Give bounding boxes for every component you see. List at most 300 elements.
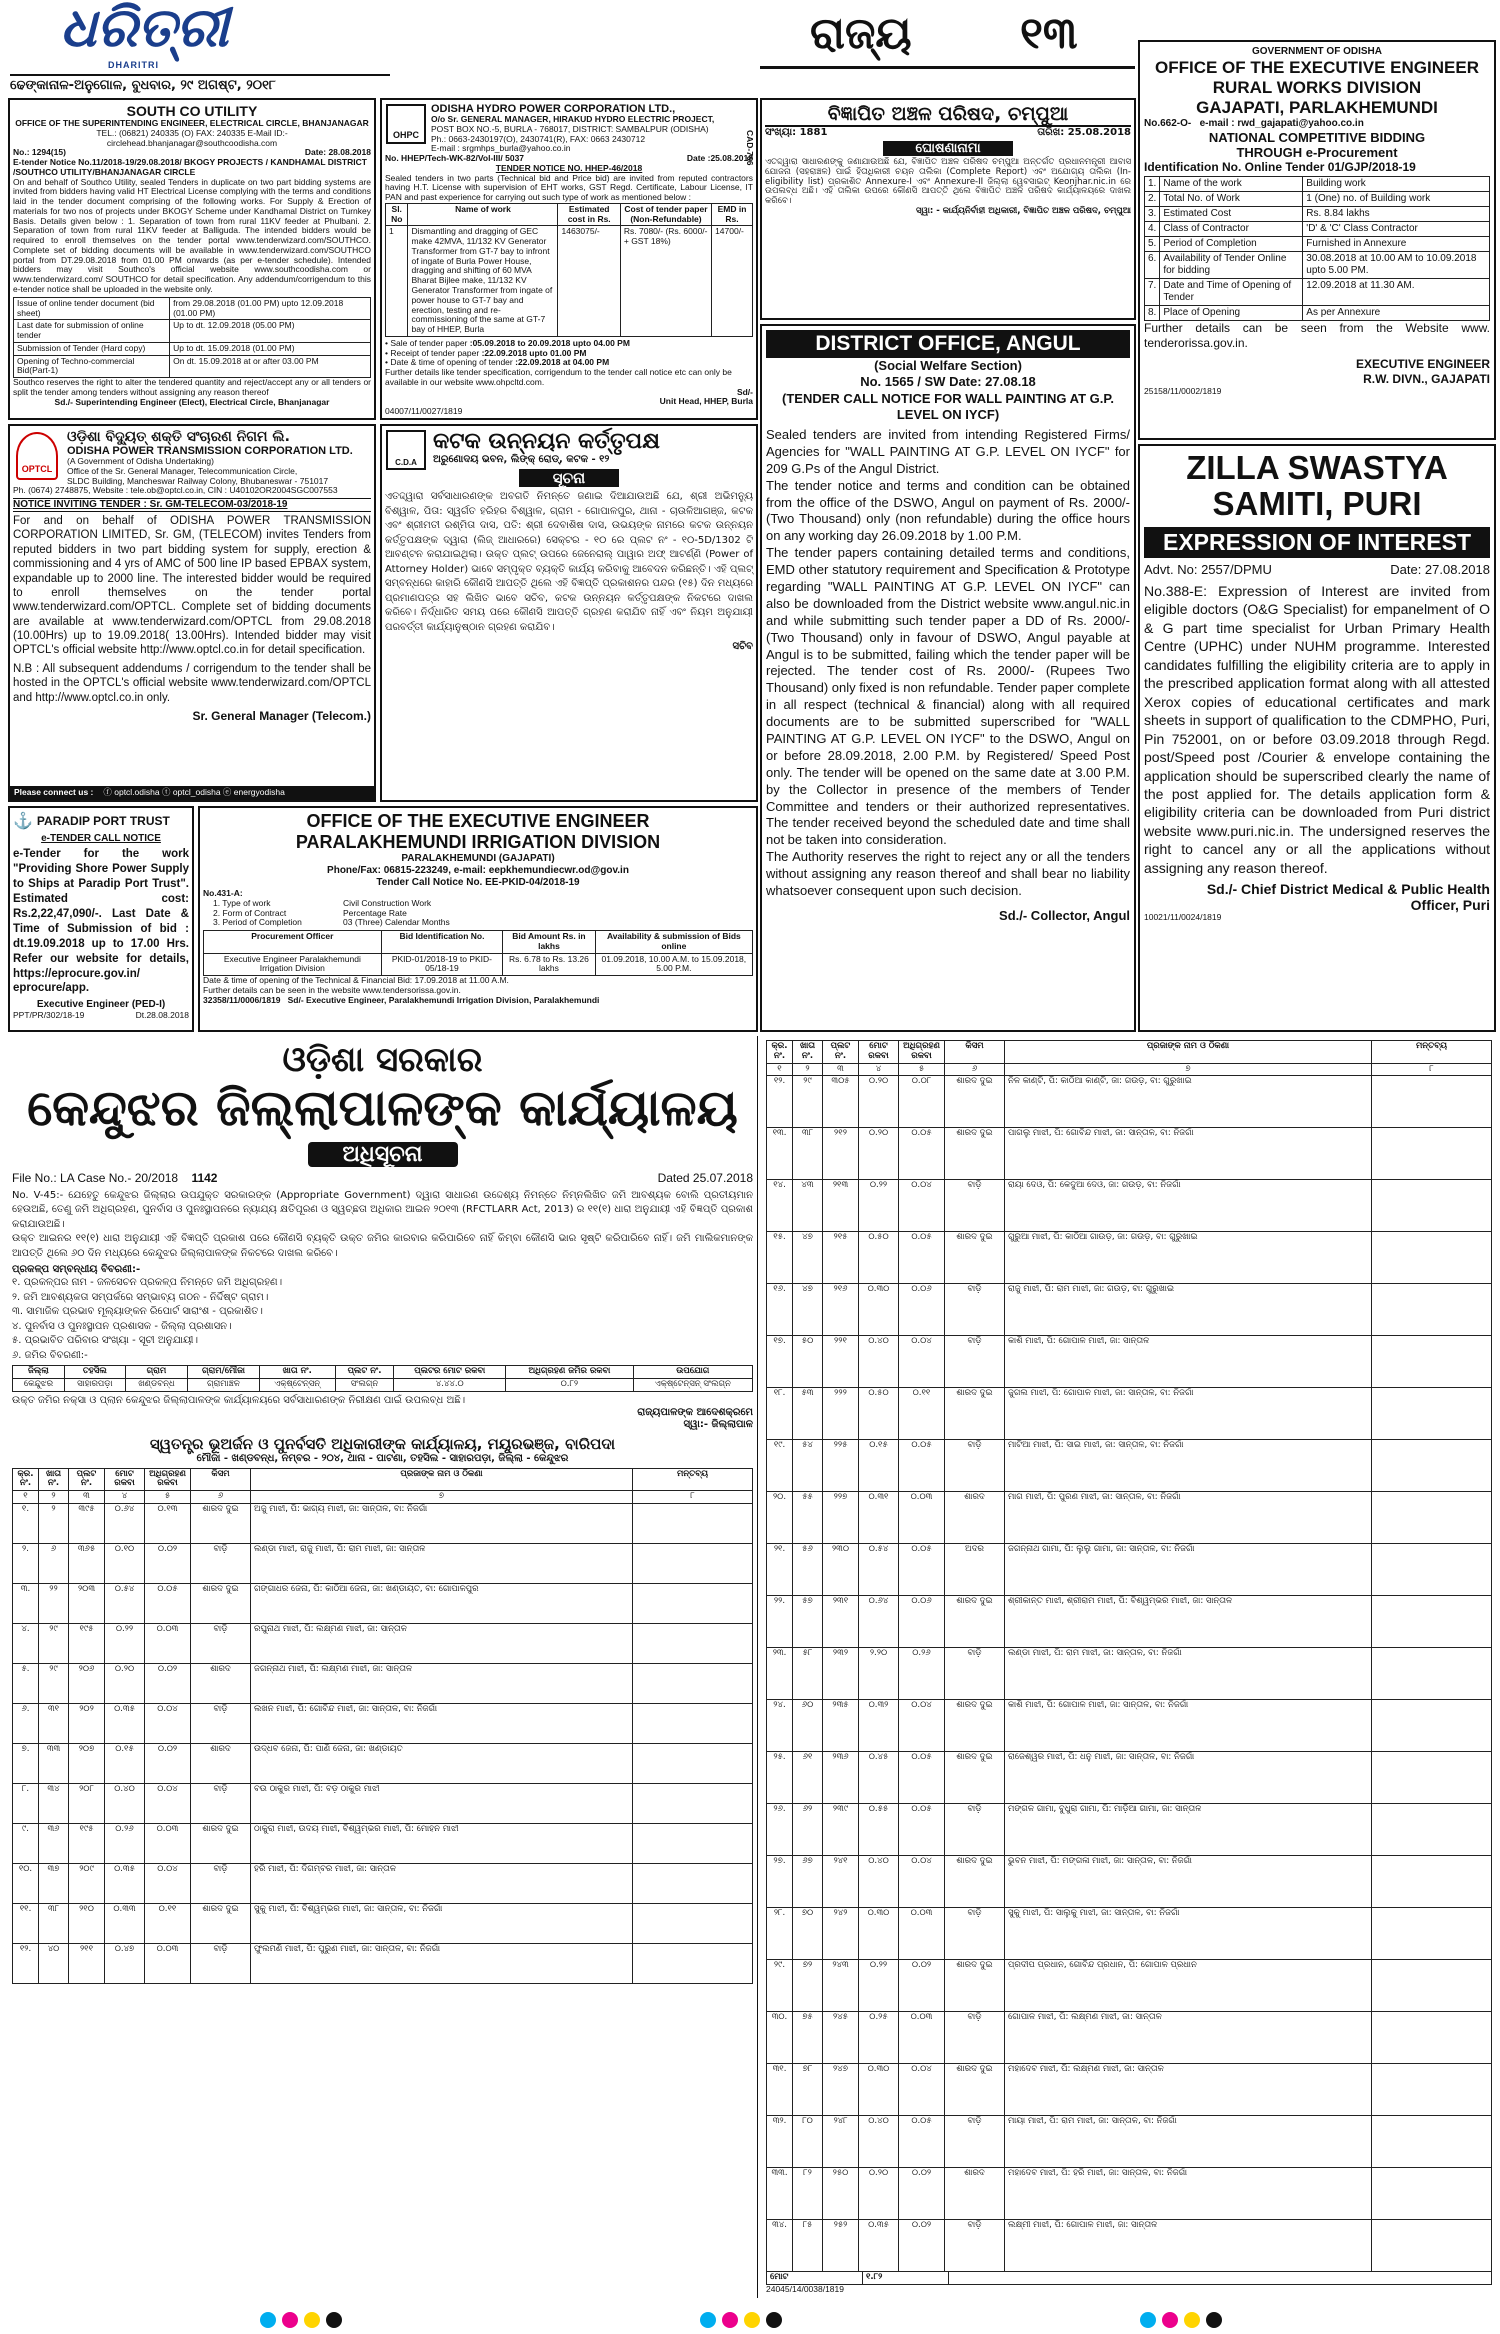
- rwd-l1: OFFICE OF THE EXECUTIVE ENGINEER: [1155, 58, 1479, 77]
- table-cell: ୮୦: [793, 2116, 823, 2168]
- champua-head: ଘୋଷଣାନାମା: [883, 141, 1013, 156]
- col-header: Cost of tender paper (Non-Refundable): [620, 203, 711, 226]
- col-header: ଖାତା ନଂ.: [259, 1366, 335, 1379]
- cda-sign: ସଚିବ: [732, 641, 753, 652]
- table-cell: [1372, 1856, 1492, 1908]
- meta-value: Percentage Rate: [343, 907, 407, 918]
- table-cell: ଶାରଦ: [945, 2168, 1005, 2220]
- table-cell: ୫୪: [793, 1440, 823, 1492]
- table-cell: ୦.୦୪: [899, 1336, 945, 1388]
- angul-body1: Sealed tenders are invited from intending Registered Firms/ Agencies for "WALL PAINTING AT G.P. LEVEL ON IYCF" for 209 G.Ps of the Angul District.: [766, 427, 1130, 476]
- table-cell: ୦.୦୫: [899, 1752, 945, 1804]
- table-cell: ସୁକୁ ମାଝୀ, ପି: ସାଲୁକୁ ମାଝୀ, ଜା: ସାନ୍ତାଳ, ବା: ନିଜଗାଁ: [1005, 1908, 1372, 1960]
- ohpc-date-row: • Date & time of opening of tender :22.09.2018 at 04.00 PM: [385, 357, 610, 368]
- table-cell: ଗଙ୍ଗାଧର ଜେନା, ପି: କାଠିଆ ଜେନା, ଜା: ଖଣ୍ଡାୟତ, ବା: ଗୋପାଳପୁର: [251, 1583, 633, 1623]
- table-cell: ପ୍ରଦୀପ ପ୍ରଧାନ, ଗୋବିନ୍ଦ ପ୍ରଧାନ, ପି: ଗୋପାଳ ପ୍ରଧାନ: [1005, 1960, 1372, 2012]
- optcl-sign: Sr. General Manager (Telecom.): [192, 708, 371, 723]
- masthead: [0, 0, 1135, 98]
- col-header: Bid Amount Rs. in lakhs: [503, 931, 595, 954]
- table-cell: Rs. 7080/- (Rs. 6000/- + GST 18%): [620, 226, 711, 336]
- table-cell: ୩.: [13, 1583, 39, 1623]
- table-cell: ୨୦.: [767, 1492, 793, 1544]
- table-cell: ୭୨: [793, 1960, 823, 2012]
- table-cell: [633, 1783, 753, 1823]
- table-cell: ଶ୍ରୀକାନ୍ତ ମାଝୀ, ଶ୍ରୀରାମ ମାଝୀ, ପି: ବିଶ୍ୱମ୍ଭର ମାଝୀ, ଜା: ସାନ୍ତାଳ: [1005, 1596, 1372, 1648]
- plk-meta-row: [213, 899, 753, 909]
- table-cell: ବାଡ଼ି: [191, 1943, 251, 1983]
- champua-body: ଏତଦ୍ଦ୍ୱାରା ସାଧାରଣଙ୍କୁ ଜଣାଯାଉଅଛି ଯେ, ବିଜ୍ଞାପିତ ଅଞ୍ଚଳ ପରିଷଦ ଚମ୍ପୁଆ ଅନ୍ତର୍ଗତ ପ୍ରଧାନମନ୍ତ୍ରୀ ଆବାସ ଯୋଜନା (ସହରାଞ୍ଚଳ) ପାଇଁ ହିତାଧିକାରୀ ଚୟନ ତାଲିକା (Complete Report) ଏବଂ ଅଯୋଗ୍ୟ ତାଲିକା (In-eligibility list) ପ୍ରକାଶିତ Annexure-I ଏବଂ Annexure-II ଜିଲ୍ଲା ୱେବସାଇଟ୍ Keonjhar.nic.in ରେ ଉପଲବ୍ଧ ଅଛି। ଏହି ତାଲିକା ଉପରେ କୌଣସି ଆପତ୍ତି ଥିଲେ ବିଜ୍ଞାପିତ ଅଞ୍ଚଳ ପରିଷଦ କାର୍ଯ୍ୟାଳୟରେ ଦାଖଲ କରିବେ।: [765, 157, 1131, 207]
- table-cell: ୬୧: [793, 1752, 823, 1804]
- rwd-cell: Building work: [1303, 177, 1490, 192]
- table-cell: ଲଣ୍ଡା ମାଝୀ, ରାଜୁ ମାଝୀ, ପି: ରାମ ମାଝୀ, ଜା: ସାନ୍ତାଳ: [251, 1543, 633, 1583]
- table-cell: ୨୫୦: [823, 2168, 859, 2220]
- table-row: [1145, 252, 1490, 279]
- magenta-dot: [282, 2312, 298, 2328]
- table-cell: ବାଡ଼ି: [945, 2220, 1005, 2272]
- plk-sign: Sd/- Executive Engineer, Paralakhemundi Irrigation Division, Paralakhemundi: [287, 994, 600, 1005]
- col-number: ୨: [793, 1063, 823, 1076]
- table-cell: ମାଟିଆ ମାଝୀ, ପି: ସାଇ ମାଝୀ, ଜା: ସାନ୍ତାଳ, ବା: ନିଜଗାଁ: [1005, 1440, 1372, 1492]
- table-cell: ୨୪୭: [823, 2064, 859, 2116]
- cda-title: କଟକ ଉନ୍ନୟନ କର୍ତ୍ତୃପକ୍ଷ: [433, 429, 660, 454]
- schedule-label: Submission of Tender (Hard copy): [14, 342, 170, 355]
- table-cell: [1372, 1804, 1492, 1856]
- table-row: [767, 1492, 1492, 1544]
- col-number: ୫: [899, 1063, 945, 1076]
- table-row: [13, 1743, 753, 1783]
- table-row: [767, 2220, 1492, 2272]
- table-cell: ୦.୦୩: [145, 1823, 191, 1863]
- table-cell: ୦.୨୬: [899, 1648, 945, 1700]
- table-cell: ଏକ୍‌ଷ୍ଟେନ୍ସନ୍: [259, 1378, 335, 1391]
- col-header: ଜିଲ୍ଲା: [13, 1366, 65, 1379]
- keonjhar-para1: No. V-45:- ଯେହେତୁ କେନ୍ଦୁଝର ଜିଲ୍ଲାର ଉପଯୁକ୍ତ ସରକାରଙ୍କ (Appropriate Government) ଦ୍ୱାରା ସାଧାରଣ ଉଦ୍ଦେଶ୍ୟ ନିମନ୍ତେ ନିମ୍ନଲିଖିତ ଜମି ଆବଶ୍ୟକ ବୋଲି ପ୍ରତୀୟମାନ ହେଉଅଛି, ତେଣୁ ଜମି ଅଧିଗ୍ରହଣ, ପୁନର୍ବାସ ଓ ପୁନଃସ୍ଥାପନରେ ନ୍ୟାଯ୍ୟ କ୍ଷତିପୂରଣ ଓ ସ୍ୱଚ୍ଛତା ଅଧିକାର ଆଇନ ୨୦୧୩ (RFCTLARR Act, 2013) ର ୧୧(୧) ଧାରା ଅନୁଯାୟୀ ଏହି ବିଜ୍ଞପ୍ତି ପ୍ରକାଶ କରାଯାଉଅଛି।: [12, 1189, 753, 1230]
- rwd-cell: 7.: [1145, 279, 1160, 306]
- table-cell: [1372, 1180, 1492, 1232]
- table-row: [386, 226, 753, 336]
- rwd-cell: 4.: [1145, 222, 1160, 237]
- table-cell: ୧୩.: [767, 1128, 793, 1180]
- table-row: [767, 1856, 1492, 1908]
- col-number: ୭: [251, 1491, 633, 1504]
- plk-ph: Phone/Fax: 06815-223249, e-mail: eepkhemundiecwr.od@gov.in: [327, 865, 629, 876]
- col-header: କ୍ର. ନଂ.: [767, 1041, 793, 1064]
- col-header: EMD in Rs.: [712, 203, 753, 226]
- col-number: ୪: [105, 1491, 145, 1504]
- keonjhar-title: କେନ୍ଦୁଝର ଜିଲ୍ଲାପାଳଙ୍କ କାର୍ଯ୍ୟାଳୟ: [27, 1079, 738, 1137]
- table-cell: ୧.: [13, 1503, 39, 1543]
- table-cell: ୦.୨୫: [859, 2012, 899, 2064]
- col-header: ମନ୍ତବ୍ୟ: [1372, 1041, 1492, 1064]
- table-row: [14, 320, 371, 343]
- rwd-cell: Name of the work: [1160, 177, 1303, 192]
- ohpc-date: Date :25.08.2018: [686, 153, 753, 164]
- keonjhar-sign1: ରାଜ୍ୟପାଳଙ୍କ ଆଦେଶକ୍ରମେ: [637, 1406, 753, 1418]
- ohpc-table: [385, 203, 753, 337]
- table-cell: ଲକ୍ଷ୍ମୀ ମାଝୀ, ପି: ଗୋପାଳ ମାଝୀ, ଜା: ସାନ୍ତାଳ: [1005, 2220, 1372, 2272]
- list-item: ୬. ଜମିର ବିବରଣୀ:-: [12, 1349, 88, 1361]
- keonjhar-land-schedule-right: [766, 1040, 1492, 2272]
- table-cell: ୧୧.: [13, 1903, 39, 1943]
- southco-contact: TEL.: (06821) 240335 (O) FAX: 240335 E-Mail ID:- circlehead.bhanjanagar@southcoodisha.com: [96, 127, 288, 148]
- table-cell: ୪୭: [793, 1284, 823, 1336]
- table-cell: ଶାରଦ ଦୁଇ: [191, 1503, 251, 1543]
- paradip-tender: [8, 806, 194, 1032]
- table-row: [767, 1284, 1492, 1336]
- cyan-dot: [1140, 2312, 1156, 2328]
- table-cell: ୧୦.: [13, 1863, 39, 1903]
- table-cell: ୨୧୫: [823, 1232, 859, 1284]
- table-cell: ୨୯: [39, 1623, 69, 1663]
- table-cell: ୩୭: [39, 1863, 69, 1903]
- table-row: [767, 1596, 1492, 1648]
- optcl-social: ⓕ optcl.odisha ⓣ optcl_odisha ⓔ energyodisha: [103, 787, 285, 798]
- keonjhar-para2: ଉକ୍ତ ଆଇନର ୧୧(୧) ଧାରା ଅନୁଯାୟୀ ଏହି ବିଜ୍ଞପ୍ତି ପ୍ରକାଶ ପରେ କୌଣସି ବ୍ୟକ୍ତି ଉକ୍ତ ଜମିର କାରବାର କରିପାରିବେ ନାହିଁ କିମ୍ବା କୌଣସି ଭାର ସୃଷ୍ଟି କରିପାରିବେ ନାହିଁ। ଜମି ମାଲିକମାନଙ୍କ ଆପତ୍ତି ଥିଲେ ୬୦ ଦିନ ମଧ୍ୟରେ କେନ୍ଦୁଝର ଜିଲ୍ଲାପାଳଙ୍କ ନିକଟରେ ଦାଖଲ କରିବେ।: [12, 1233, 753, 1259]
- rwd-email: e-mail : rwd_gajapati@yahoo.co.in: [1199, 118, 1364, 129]
- table-cell: [633, 1663, 753, 1703]
- table-cell: ଶାରଦ: [191, 1743, 251, 1783]
- col-header: ଅଧିଗ୍ରହଣ ଜମିର ରକବା: [506, 1366, 634, 1379]
- table-cell: ୦.୨୦: [859, 2168, 899, 2220]
- table-cell: ୩୪.: [767, 2220, 793, 2272]
- yellow-dot: [1184, 2312, 1200, 2328]
- col-header: ପ୍ଲଟ ନଂ.: [335, 1366, 394, 1379]
- table-row: [13, 1583, 753, 1623]
- table-cell: ୦.୫୦: [859, 1232, 899, 1284]
- table-cell: Dismantling and dragging of GEC make 42MVA, 11/132 KV Generator Transformer from GT-7 bay to infront of ingate of Burla Power House, dragging and shifting of 60 MVA Bharat Bijlee make, 11/132 KV Generator Transformer from ingate of power house to GT-7 bay and erection, testing and re-commissioning of the same at GT-7 bay of HHEP, Burla: [408, 226, 558, 336]
- table-row: [767, 2116, 1492, 2168]
- ohpc-date-row: • Receipt of tender paper :22.09.2018 upto 01.00 PM: [385, 347, 587, 358]
- table-cell: ୨୯.: [767, 1960, 793, 2012]
- champua-date: ତାରିଖ: 25.08.2018: [1037, 127, 1131, 138]
- table-cell: ୦.୦୮: [899, 1076, 945, 1128]
- table-cell: ୦.୦୪: [899, 1180, 945, 1232]
- rwd-sign: EXECUTIVE ENGINEER: [1355, 357, 1490, 371]
- table-cell: [1372, 1648, 1492, 1700]
- table-cell: ୪.: [13, 1623, 39, 1663]
- keonjhar-land-schedule-left: [12, 1468, 753, 1984]
- table-cell: ୩୬: [39, 1823, 69, 1863]
- table-cell: ବାଡ଼ି: [945, 1908, 1005, 1960]
- col-number: ୨: [39, 1491, 69, 1504]
- table-cell: ୨.୨୦: [859, 1648, 899, 1700]
- table-cell: ୦.୩୨: [859, 1700, 899, 1752]
- list-item: ୧. ପ୍ରକଳ୍ପର ନାମ - ଜଳସେଚନ ପ୍ରକଳ୍ପ ନିମନ୍ତେ ଜମି ଅଧିଗ୍ରହଣ।: [12, 1277, 283, 1288]
- table-cell: ୦.୩୫: [105, 1863, 145, 1903]
- table-cell: ୭୦: [793, 1908, 823, 1960]
- table-cell: [1372, 1960, 1492, 2012]
- table-cell: ୦.୩୦: [859, 1908, 899, 1960]
- keonjhar-sign2: ସ୍ୱା:- ଜିଲ୍ଲାପାଳ: [683, 1418, 753, 1430]
- table-cell: ୦.୦୩: [899, 2012, 945, 2064]
- table-cell: ୦.୦୨: [899, 1960, 945, 2012]
- table-cell: ୦.୨୦: [105, 1663, 145, 1703]
- page-number: ୧୩: [1020, 8, 1078, 59]
- schedule-label: Issue of online tender document (bid sheet): [14, 297, 170, 320]
- table-cell: ୧୨.: [767, 1076, 793, 1128]
- table-cell: ପାଗଲୁ ମାଝୀ, ପି: ଗୋବିନ୍ଦ ମାଝୀ, ଜା: ସାନ୍ତାଳ, ବା: ନିଜଗାଁ: [1005, 1128, 1372, 1180]
- table-cell: ୦.୦୪: [899, 1856, 945, 1908]
- table-row: [13, 1663, 753, 1703]
- table-cell: ୦.୨୬: [105, 1823, 145, 1863]
- table-cell: ୧୯୫: [69, 1823, 105, 1863]
- table-cell: ଠାକୁରା ମାଝୀ, ଉଦୟ ମାଝୀ, ବିଶ୍ୱମ୍ଭର ମାଝୀ, ପି: ମୋହନ ମାଝୀ: [251, 1823, 633, 1863]
- table-cell: ୮୨: [793, 2168, 823, 2220]
- rwd-ncb: NATIONAL COMPETITIVE BIDDING: [1208, 130, 1426, 145]
- table-cell: ୦.୩୧: [859, 1492, 899, 1544]
- paradip-ref: PPT/PR/302/18-19: [13, 1010, 85, 1021]
- table-row: [1145, 237, 1490, 252]
- table-cell: 1463075/-: [558, 226, 620, 336]
- yellow-dot: [304, 2312, 320, 2328]
- section-title: ରାଜ୍ୟ: [810, 8, 912, 59]
- table-cell: [1372, 1492, 1492, 1544]
- optcl-sub: (A Government of Odisha Undertaking): [67, 456, 214, 466]
- ohpc-email: E-mail : srgmhps_burla@yahoo.co.in: [431, 143, 571, 154]
- keonjhar-schedule-head: ପ୍ରକଳ୍ପ ସମ୍ବନ୍ଧୀୟ ବିବରଣୀ:-: [12, 1264, 141, 1275]
- table-cell: ୪୦: [39, 1943, 69, 1983]
- optcl-ph: Ph. (0674) 2748875, Website : tele.ob@optcl.co.in, CIN : U40102OR2004SGC007553: [13, 485, 338, 496]
- table-cell: ୪.୪୪.୦: [394, 1378, 506, 1391]
- table-row: [13, 1783, 753, 1823]
- rwd-cell: 8.: [1145, 306, 1160, 321]
- rwd-through: THROUGH e-Procurement: [1236, 145, 1398, 160]
- southco-body: On and behalf of Southco Utility, sealed Tenders in duplicate on two part bidding systems are invited from bidders having valid HT Electrical License complying with the terms and conditions laid in the tender document comprising of the following works. For Supply & Erection of materials for two nos of projects under BKOGY Scheme under Kandhamal District on Turnkey Basis. Details given below : 1. Separation of town from rural 11KV feeder at Phulbani. 2. Separation of town from rural 11KV feeder at Balliguda. The intended bidders would be required to enroll themselves on the tender portal www.tenderwizard.com/SOUTHCO. Complete set of bidding documents will be available in www.tenderwizard.com/SOUTHCO portal from DT.29.08.2018 from 01.00 PM onwards (as per e-tender schedule). Intended bidders may visit Southco's official website www.southcoodisha.com or www.tenderwizard.com/ SOUTHCO for detail specification. Any addendum/corrigendum to this e-tender notice shall be uploaded in the website only.: [13, 176, 371, 295]
- rwd-cell: 3.: [1145, 207, 1160, 222]
- table-cell: ଶାରଦ: [191, 1663, 251, 1703]
- table-cell: [633, 1503, 753, 1543]
- table-row: [767, 1180, 1492, 1232]
- table-cell: ଗୋପାଳ ମାଝୀ, ପି: ଲକ୍ଷ୍ମଣ ମାଝୀ, ଜା: ସାନ୍ତାଳ: [1005, 2012, 1372, 2064]
- rwd-cell: 'D' & 'C' Class Contractor: [1303, 222, 1490, 237]
- table-cell: ୨.: [13, 1543, 39, 1583]
- table-cell: ୦.୫୪: [859, 1544, 899, 1596]
- table-cell: ୦.୦୫: [899, 1232, 945, 1284]
- table-cell: [633, 1703, 753, 1743]
- angul-body4: The Authority reserves the right to reject any or all the tenders without assigning any reason thereof and shall bear no liability whatsoever consequent upon such decision.: [766, 849, 1130, 899]
- table-cell: ଶାରଦ ଦୁଇ: [945, 1596, 1005, 1648]
- table-cell: [1372, 1232, 1492, 1284]
- optcl-social-bar: [10, 786, 374, 800]
- ohpc-body: Sealed tenders in two parts (Technical bid and Price bid) are invited from reputed contractors having H.T. License with supervision of EHT works, GST Regd. Certificate, Labour License, IT PAN and past experience for carrying out such type of work as mentioned below :: [385, 172, 753, 203]
- ohpc-dates: [385, 339, 753, 368]
- table-cell: ଗୁରୁଆ ମାଝୀ, ପି: କାଠିଆ ଗାଉଡ଼, ଜା: ଗଉଡ଼, ବା: ଗୁରୁଖାଇ: [1005, 1232, 1372, 1284]
- cda-notice: [380, 424, 758, 802]
- zilla-sign1: Sd./- Chief District Medical & Public Health: [1206, 881, 1490, 898]
- schedule-label: Last date for submission of online tender: [14, 320, 170, 343]
- table-cell: ମାୟା ମାଝୀ, ପି: ରାମ ମାଝୀ, ଜା: ସାନ୍ତାଳ, ବା: ନିଜଗାଁ: [1005, 2116, 1372, 2168]
- table-cell: ୧୬.: [767, 1284, 793, 1336]
- table-cell: ରାୟା ଦେଓ, ପି: କେଦୁଆ ଦେଓ, ଜା: ଗଉଡ଼, ବା: ନିଜଗାଁ: [1005, 1180, 1372, 1232]
- list-item: ୨. ଜମି ଆବଶ୍ୟକତା ସମ୍ପର୍କରେ ସମ୍ଭାବ୍ୟ ଗଠନ - ନିର୍ଦ୍ଦିଷ୍ଟ ଗ୍ରାମ।: [12, 1291, 269, 1303]
- table-cell: ୨୨୭: [823, 1492, 859, 1544]
- rwd-cell: Furnished in Annexure: [1303, 237, 1490, 252]
- plk-ref: 32358/11/0006/1819: [203, 994, 281, 1005]
- paradip-body: e-Tender for the work "Providing Shore Power Supply to Ships at Paradip Port Trust". Estimated cost: Rs.2,22,47,090/-. Last Date & Time of Submission of bid : dt.19.09.2018 up to 17.00 Hrs. Refer our website for details, https://eprocure.gov.in/ eprocure/app.: [13, 848, 189, 995]
- zilla-ref-row: [1144, 562, 1490, 578]
- champua-notice: [760, 98, 1136, 320]
- angul-no: No. 1565 / SW Date: 27.08.18: [860, 374, 1036, 390]
- table-cell: ୦.୪୦: [859, 1336, 899, 1388]
- table-cell: ୨୩୫: [823, 1700, 859, 1752]
- date-value: :22.09.2018 upto 01.00 PM: [481, 347, 587, 358]
- column-number-row: [13, 1491, 753, 1504]
- zilla-puri-eoi: [1138, 444, 1496, 1032]
- table-cell: ବାଡ଼ି: [945, 1804, 1005, 1856]
- champua-ref-row: [765, 127, 1131, 139]
- table-row: [1145, 207, 1490, 222]
- table-row: [14, 355, 371, 378]
- dharitri-logo-en: DHARITRI: [108, 60, 159, 70]
- table-cell: ୫୭: [793, 1596, 823, 1648]
- table-cell: ୬୦: [793, 1700, 823, 1752]
- table-row: [204, 953, 753, 976]
- table-cell: ୨୬.: [767, 1804, 793, 1856]
- table-cell: ୬.: [13, 1703, 39, 1743]
- table-cell: ୨୧୦: [69, 1903, 105, 1943]
- table-cell: ୦.୨୨: [859, 1960, 899, 2012]
- table-cell: ୦.୪୦: [105, 1783, 145, 1823]
- optcl-notice: NOTICE INVITING TENDER : Sr. GM-TELECOM-03/2018-19: [13, 498, 371, 512]
- table-cell: ୦.୦୩: [145, 1623, 191, 1663]
- table-cell: ୨୪୮: [823, 2116, 859, 2168]
- schedule-value: Up to dt. 15.09.2018 (01.00 PM): [170, 342, 371, 355]
- table-cell: ଶାରଦ ଦୁଇ: [945, 1960, 1005, 2012]
- optcl-addr2: SLDC Building, Mancheswar Railway Colony, Bhubaneswar - 751017: [67, 475, 329, 486]
- col-header: ମୋଟ ରକବା: [859, 1041, 899, 1064]
- table-cell: ୨୨୨: [823, 1388, 859, 1440]
- table-header-row: [13, 1468, 753, 1491]
- table-cell: ଶାରଦ ଦୁଇ: [191, 1903, 251, 1943]
- table-cell: ୦.୦୫: [899, 1544, 945, 1596]
- table-cell: ଲଖନ ମାଝୀ, ପି: ଗୋବିନ୍ଦ ମାଝୀ, ଜା: ସାନ୍ତାଳ, ବା: ନିଜଗାଁ: [251, 1703, 633, 1743]
- col-header: ମୋଟ ରକବା: [105, 1468, 145, 1491]
- table-cell: ୬: [39, 1543, 69, 1583]
- cyan-dot: [700, 2312, 716, 2328]
- rwd-l3: GAJAPATI, PARLAKHEMUNDI: [1196, 98, 1438, 117]
- black-dot: [326, 2312, 342, 2328]
- table-cell: ୦.୦୪: [899, 2064, 945, 2116]
- table-cell: ରାଜେଶ୍ୱର ମାଝୀ, ପି: ଧନୁ ମାଝୀ, ଜା: ସାନ୍ତାଳ, ବା: ନିଜଗାଁ: [1005, 1752, 1372, 1804]
- table-cell: [633, 1743, 753, 1783]
- col-header: ଗ୍ରାମ/ମୌଜା: [188, 1366, 260, 1379]
- table-cell: ଶାରଦ ଦୁଇ: [945, 1388, 1005, 1440]
- table-cell: ୧୪.: [767, 1180, 793, 1232]
- rwd-cell: 30.08.2018 at 10.00 AM to 10.09.2018 upto 5.00 PM.: [1303, 252, 1490, 279]
- table-cell: ୭.: [13, 1743, 39, 1783]
- col-header: Availability & submission of Bids online: [595, 931, 752, 954]
- table-cell: Rs. 6.78 to Rs. 13.26 lakhs: [503, 953, 595, 976]
- angul-head: (TENDER CALL NOTICE FOR WALL PAINTING AT G.P. LEVEL ON IYCF): [782, 390, 1114, 422]
- table-cell: ୨୩୬: [823, 1752, 859, 1804]
- table-cell: ୫୮: [793, 1648, 823, 1700]
- table-cell: ଶାରଦ ଦୁଇ: [945, 1128, 1005, 1180]
- keonjhar-schedule-right-wrap: [762, 1036, 1496, 2298]
- ohpc-title: ODISHA HYDRO POWER CORPORATION LTD.,: [431, 103, 676, 115]
- table-cell: ଅଦର: [945, 1544, 1005, 1596]
- keonjhar-file: File No.: LA Case No.- 20/2018: [12, 1170, 179, 1185]
- table-cell: ଶାରଦ ଦୁଇ: [945, 1232, 1005, 1284]
- table-cell: [1372, 1752, 1492, 1804]
- cyan-dot: [260, 2312, 276, 2328]
- plk-foot: [203, 996, 753, 1006]
- table-cell: Executive Engineer Paralakhemundi Irrigation Division: [204, 953, 382, 976]
- table-cell: ମହାଦେବ ମାଝୀ, ପି: ଲକ୍ଷ୍ମଣ ମାଝୀ, ଜା: ସାନ୍ତାଳ: [1005, 2064, 1372, 2116]
- table-cell: [1372, 1440, 1492, 1492]
- col-header: ପ୍ରଜାଙ୍କ ନାମ ଓ ଠିକଣା: [1005, 1041, 1372, 1064]
- black-dot: [766, 2312, 782, 2328]
- table-cell: ୨୪୨: [823, 1908, 859, 1960]
- table-row: [767, 2168, 1492, 2220]
- table-cell: ୦.୦୪: [899, 1700, 945, 1752]
- table-cell: ୦.୫୦: [859, 1388, 899, 1440]
- table-row: [767, 1388, 1492, 1440]
- rwd-gov: GOVERNMENT OF ODISHA: [1251, 46, 1382, 57]
- magenta-dot: [1162, 2312, 1178, 2328]
- table-cell: ୧୯.: [767, 1440, 793, 1492]
- plk-l2: PARALAKHEMUNDI IRRIGATION DIVISION: [295, 832, 661, 852]
- date-value: :22.09.2018 at 04.00 PM: [515, 357, 610, 368]
- table-cell: ୪୩: [793, 1180, 823, 1232]
- table-cell: ୦.୧୫: [105, 1743, 145, 1783]
- rwd-cell: As per Annexure: [1303, 306, 1490, 321]
- table-cell: ରାଜୁ ମାଝୀ, ପି: ରାମ ମାଝୀ, ଜା: ଗଉଡ଼, ବା: ଗୁରୁଖାଇ: [1005, 1284, 1372, 1336]
- col-number: ୧: [13, 1491, 39, 1504]
- table-row: [767, 1908, 1492, 1960]
- table-cell: ୨୧୩: [823, 1180, 859, 1232]
- table-cell: ୨୧.: [767, 1544, 793, 1596]
- plk-l3: PARALAKHEMUNDI (GAJAPATI): [401, 853, 555, 864]
- table-cell: ୧୫.: [767, 1232, 793, 1284]
- rwd-footer: Further details can be seen from the Website www. tenderorissa.gov.in.: [1144, 321, 1490, 350]
- table-cell: ୨୦୩: [69, 1583, 105, 1623]
- black-dot: [1206, 2312, 1222, 2328]
- table-cell: ୦.୩୦: [859, 1284, 899, 1336]
- table-cell: ବାଡ଼ି: [945, 1284, 1005, 1336]
- table-cell: ବାଡ଼ି: [945, 2012, 1005, 2064]
- table-cell: ୩୮: [793, 1128, 823, 1180]
- table-cell: ୦.୧୧: [899, 1388, 945, 1440]
- dateline: ଢେଙ୍କାନାଳ-ଅନୁଗୋଳ, ବୁଧବାର, ୨୯ ଅଗଷ୍ଟ, ୨୦୧୮: [10, 74, 390, 93]
- table-cell: ୨୪୧: [823, 1856, 859, 1908]
- table-cell: ୧୨.: [13, 1943, 39, 1983]
- anchor-icon: ⚓: [13, 813, 33, 830]
- table-row: [767, 1128, 1492, 1180]
- southco-sign: Sd./- Superintending Engineer (Elect), Electrical Circle, Bhanjanagar: [54, 396, 330, 407]
- table-cell: ୨୯: [793, 1076, 823, 1128]
- zilla-eoi: EXPRESSION OF INTEREST: [1144, 527, 1490, 558]
- keonjhar-file-row: [12, 1171, 753, 1186]
- col-header: କିସମ: [945, 1041, 1005, 1064]
- table-cell: ନିଳ କାଣ୍ଟି, ପି: କାଠିଆ କାଣ୍ଟି, ଜା: ଗଉଡ଼, ବା: ଗୁରୁଖାଇ: [1005, 1076, 1372, 1128]
- table-cell: ୦.୩୦: [859, 2064, 899, 2116]
- table-cell: ୬୨: [793, 1804, 823, 1856]
- table-cell: ଭୁବନ ମାଝୀ, ପି: ମଙ୍ଗଳା ମାଝୀ, ଜା: ସାନ୍ତାଳ, ବା: ନିଜଗାଁ: [1005, 1856, 1372, 1908]
- ohpc-logo: OHPC: [386, 104, 426, 144]
- list-item: ୪. ପୁନର୍ବାସ ଓ ପୁନଃସ୍ଥାପନ ପ୍ରଶାସକ - ଜିଲ୍ଲା ପ୍ରଶାସନ।: [12, 1320, 232, 1332]
- keonjhar-notification: [8, 1036, 758, 2298]
- table-cell: [1372, 1128, 1492, 1180]
- table-cell: [1372, 1908, 1492, 1960]
- table-cell: ସାହାରପଡ଼ା: [64, 1378, 125, 1391]
- optcl-body: For and on behalf of ODISHA POWER TRANSMISSION CORPORATION LIMITED, Sr. GM, (TELECOM) invites Tenders from reputed bidders in two part bidding system for supply, erection & commissioning and 4 yrs of AMC of 500 line IP based EPBAX system, expandable up to 2000 line. The interested bidder would be required to enroll themselves on the tender portal www.tenderwizard.com/OPTCL. Complete set of bidding documents are available at www.tenderwizard.com/OPTCL from 29.08.2018 (10.00Hrs) up to 19.09.2018( 13.00Hrs). Intended bidder may visit OPTCL's official website http://www.optcl.co.in for detail specification.: [13, 515, 371, 657]
- table-cell: [633, 1943, 753, 1983]
- rwd-cell: 6.: [1145, 252, 1160, 279]
- table-cell: ୦.୬୪: [105, 1503, 145, 1543]
- col-header: ଅଧିଗ୍ରହଣ ରକବା: [899, 1041, 945, 1064]
- col-header: Sl. No: [386, 203, 408, 226]
- table-cell: ୦.୦୫: [899, 1440, 945, 1492]
